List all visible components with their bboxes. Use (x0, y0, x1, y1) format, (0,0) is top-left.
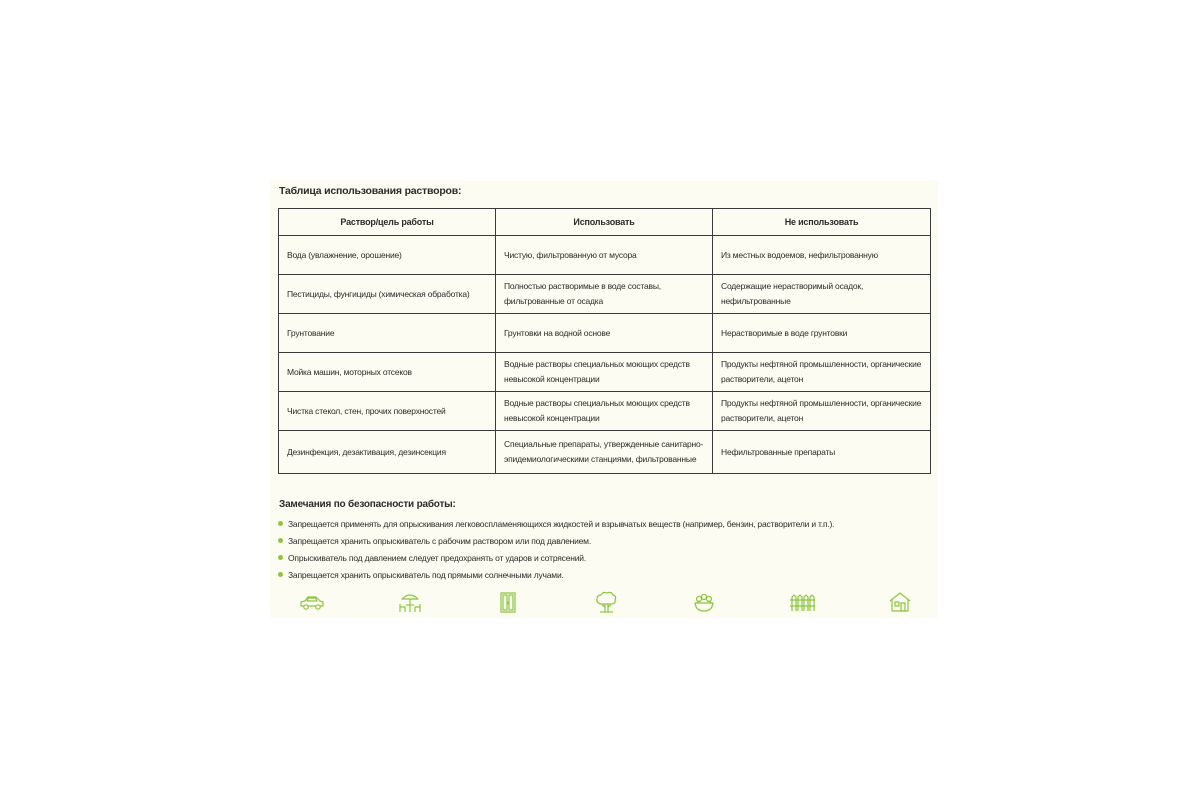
table-cell: Чистую, фильтрованную от мусора (496, 236, 713, 275)
table-row (279, 236, 931, 275)
note-text: Запрещается хранить опрыскиватель под прямыми солнечными лучами. (288, 570, 564, 580)
safety-notes-list (278, 518, 834, 586)
table-row (279, 392, 931, 431)
note-text: Запрещается применять для опрыскивания легковоспламеняющихся жидкостей и взрывчатых веществ (например, бензин, растворители и т.п.). (288, 519, 835, 529)
bullet-dot-icon (278, 555, 283, 560)
table-cell: Грунтовки на водной основе (496, 314, 713, 353)
table-cell: Содержащие нерастворимый осадок, нефильтрованные (713, 275, 931, 314)
table-title: Таблица использования растворов: (279, 185, 462, 197)
column-header-use: Использовать (496, 209, 713, 236)
table-cell: Нефильтрованные препараты (713, 431, 931, 474)
table-cell: Из местных водоемов, нефильтрованную (713, 236, 931, 275)
column-header-not-use: Не использовать (713, 209, 931, 236)
bullet-dot-icon (278, 572, 283, 577)
table-cell: Грунтование (279, 314, 496, 353)
door-icon (494, 590, 522, 614)
patio-umbrella-icon (396, 590, 424, 614)
car-icon (298, 590, 326, 614)
column-header-solution: Раствор/цель работы (279, 209, 496, 236)
usage-icons-row (296, 590, 916, 616)
table-cell: Продукты нефтяной промышленности, органические растворители, ацетон (713, 392, 931, 431)
list-item (278, 535, 834, 552)
list-item (278, 552, 834, 569)
table-row (279, 314, 931, 353)
table-cell: Чистка стекол, стен, прочих поверхностей (279, 392, 496, 431)
table-header-row (279, 209, 931, 236)
table-cell: Пестициды, фунгициды (химическая обработка) (279, 275, 496, 314)
table-cell: Нерастворимые в воде грунтовки (713, 314, 931, 353)
table-row (279, 275, 931, 314)
note-text: Опрыскиватель под давлением следует предохранять от ударов и сотрясений. (288, 553, 587, 563)
instruction-page (270, 180, 938, 618)
usage-table (278, 208, 931, 474)
bullet-dot-icon (278, 521, 283, 526)
table-cell: Продукты нефтяной промышленности, органические растворители, ацетон (713, 353, 931, 392)
table-row (279, 353, 931, 392)
flower-bowl-icon (690, 590, 718, 614)
list-item (278, 569, 834, 586)
table-cell: Водные растворы специальных моющих средств невысокой концентрации (496, 353, 713, 392)
table-cell: Мойка машин, моторных отсеков (279, 353, 496, 392)
bullet-dot-icon (278, 538, 283, 543)
house-icon (886, 590, 914, 614)
table-cell: Полностью растворимые в воде составы, фильтрованные от осадка (496, 275, 713, 314)
list-item (278, 518, 834, 535)
fence-icon (788, 590, 816, 614)
table-cell: Вода (увлажнение, орошение) (279, 236, 496, 275)
table-cell: Специальные препараты, утвержденные санитарно-эпидемиологическими станциями, фильтрованные (496, 431, 713, 474)
tree-icon (592, 590, 620, 614)
table-row (279, 431, 931, 474)
table-cell: Водные растворы специальных моющих средств невысокой концентрации (496, 392, 713, 431)
table-cell: Дезинфекция, дезактивация, дезинсекция (279, 431, 496, 474)
note-text: Запрещается хранить опрыскиватель с рабочим раствором или под давлением. (288, 536, 591, 546)
safety-notes-title: Замечания по безопасности работы: (279, 499, 456, 510)
